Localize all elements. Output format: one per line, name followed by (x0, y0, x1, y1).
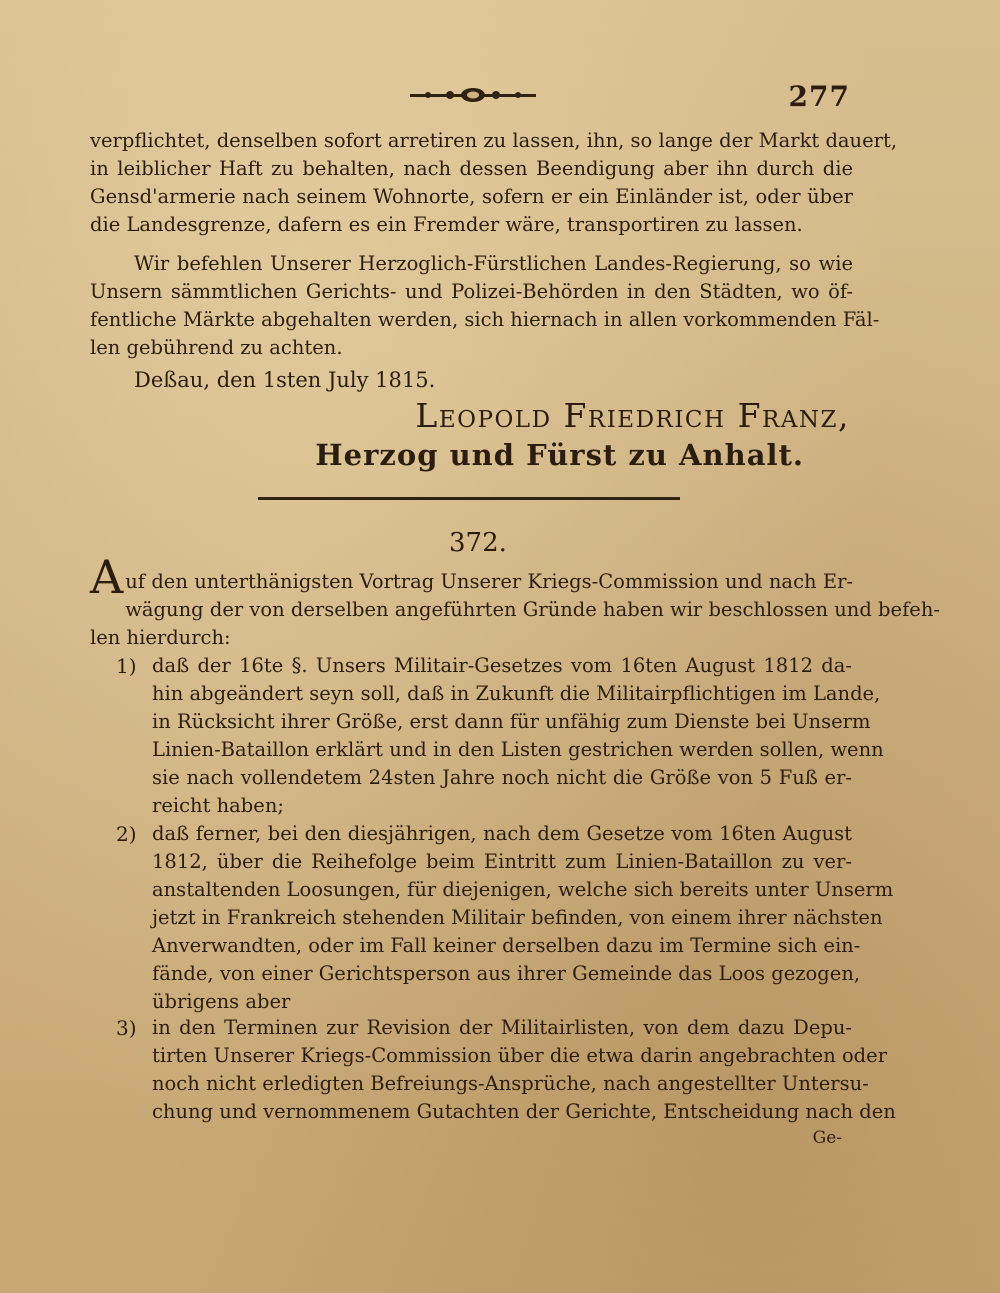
list-item (116, 1014, 896, 1126)
drop-cap: A (90, 550, 124, 604)
text-line: 1812, über die Reihefolge beim Eintritt zum Linien-Bataillon zu ver- (152, 850, 852, 873)
text-line: tirten Unserer Kriegs-Commission über die etwa darin angebrachten oder (152, 1044, 888, 1067)
signer-name: Leopold Friedrich Franz, (415, 396, 850, 435)
text-line: daß ferner, bei den diesjährigen, nach dem Gesetze vom 16ten August (152, 822, 852, 845)
text-line: sie nach vollendetem 24sten Jahre noch nicht die Größe von 5 Fuß er- (152, 766, 852, 789)
text-line: Anverwandten, oder im Fall keiner derselben dazu im Termine sich ein- (152, 934, 861, 957)
section-number: 372. (449, 528, 507, 558)
text-line: len hierdurch: (90, 626, 231, 649)
text-line: Unsern sämmtlichen Gerichts- und Polizei-Behörden in den Städten, wo öf- (90, 280, 853, 303)
text-line: Linien-Bataillon erklärt und in den Listen gestrichen werden sollen, wenn (152, 738, 884, 761)
text-line: die Landesgrenze, dafern es ein Fremder wäre, transportiren zu lassen. (90, 213, 803, 236)
date-place: Deßau, den 1sten July 1815. (134, 368, 436, 392)
list-item (116, 652, 884, 820)
text-line: Gensd'armerie nach seinem Wohnorte, sofern er ein Einländer ist, oder über (90, 185, 853, 208)
text-line: noch nicht erledigten Befreiungs-Ansprüche, nach angestellter Untersu- (152, 1072, 869, 1095)
text-line: uf den unterthänigsten Vortrag Unserer Kriegs-Commission und nach Er- (125, 570, 853, 593)
text-line: verpflichtet, denselben sofort arretiren zu lassen, ihn, so lange der Markt dauert, (90, 129, 898, 152)
text-line: hin abgeändert seyn soll, daß in Zukunft die Militairpflichtigen im Lande, (152, 682, 881, 705)
section-intro (90, 550, 940, 652)
page-number: 277 (788, 80, 850, 113)
item-number: 1) (116, 654, 137, 678)
text-line: in den Terminen zur Revision der Militairlisten, von dem dazu Depu- (152, 1016, 852, 1039)
text-line: in Rücksicht ihrer Größe, erst dann für unfähig zum Dienste bei Unserm (152, 710, 871, 733)
text-line: fände, von einer Gerichtsperson aus ihrer Gemeinde das Loos gezogen, (152, 962, 861, 985)
text-line: reicht haben; (152, 794, 284, 817)
text-line: wägung der von derselben angeführten Gründe haben wir beschlossen und befeh- (125, 598, 940, 621)
text-line: len gebührend zu achten. (90, 336, 343, 359)
text-line: anstaltenden Loosungen, für diejenigen, welche sich bereits unter Unserm (152, 878, 894, 901)
header-ornament (410, 86, 536, 104)
text-line: jetzt in Frankreich stehenden Militair befinden, von einem ihrer nächsten (152, 906, 883, 929)
signer-title: Herzog und Fürst zu Anhalt. (315, 438, 804, 472)
text-line: daß der 16te §. Unsers Militair-Gesetzes vom 16ten August 1812 da- (152, 654, 852, 677)
section-divider (258, 497, 680, 500)
text-line: chung und vernommenem Gutachten der Gerichte, Entscheidung nach den (152, 1100, 896, 1123)
text-line: Wir befehlen Unserer Herzoglich-Fürstlichen Landes-Regierung, so wie (134, 252, 853, 275)
text-line: in leiblicher Haft zu behalten, nach dessen Beendigung aber ihn durch die (90, 157, 853, 180)
catchword: Ge- (812, 1128, 842, 1148)
text-line: fentliche Märkte abgehalten werden, sich hiernach in allen vorkommenden Fäl- (90, 308, 880, 331)
paragraph-continuation (90, 127, 898, 239)
paragraph-command (90, 250, 880, 362)
list-item (116, 820, 894, 1016)
item-number: 2) (116, 822, 137, 846)
text-line: übrigens aber (152, 990, 291, 1013)
item-number: 3) (116, 1016, 137, 1040)
